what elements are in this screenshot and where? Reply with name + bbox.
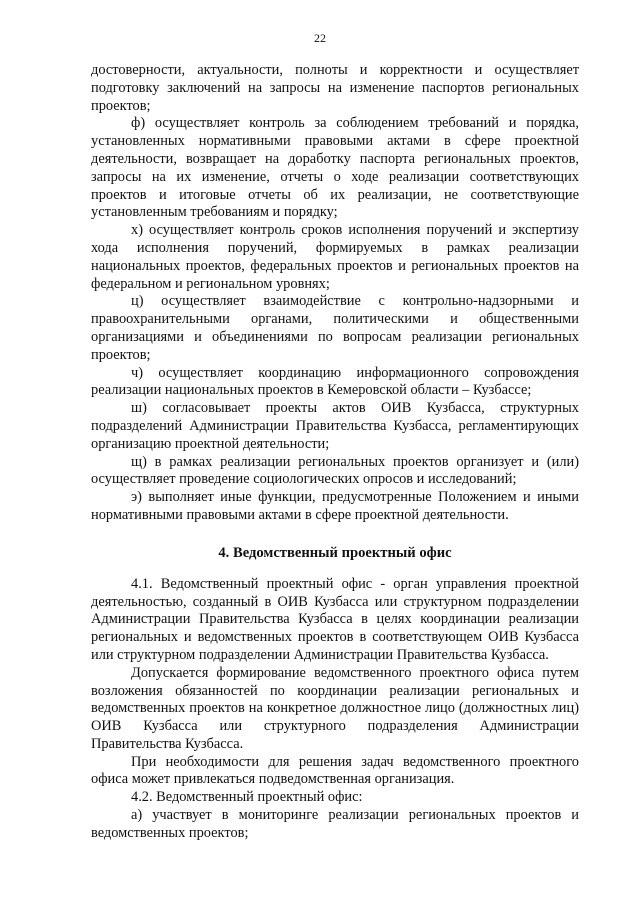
paragraph-item-ts: ц) осуществляет взаимодействие с контрольно-надзорными и правоохранительными органами, политическими и общественными организациями и объединениями по вопросам реализации региональных проектов; [91,293,579,363]
paragraph-subordinate-org: При необходимости для решения задач ведомственного проектного офиса может привлекаться подведомственная организация. [91,753,579,788]
paragraph-item-kh: х) осуществляет контроль сроков исполнения поручений и экспертизу хода исполнения поручений, формируемых в рамках реализации национальных проектов, федеральных проектов и региональных проектов на федеральном и региональном уровнях; [91,222,579,292]
paragraph-item-shch: щ) в рамках реализации региональных проектов организует и (или) осуществляет проведение социологических опросов и исследований; [91,453,579,488]
page-number: 22 [314,31,326,45]
paragraph-4-1: 4.1. Ведомственный проектный офис - орган управления проектной деятельностью, созданный в ОИВ Кузбасса или структурном подразделении Администрации Правительства Кузбасса в целях координации реализации региональных и ведомственных проектов в соответствующем ОИВ Кузбасса или структурном подразделении Администрации Правительства Кузбасса. [91,575,579,663]
paragraph-allowed-formation: Допускается формирование ведомственного проектного офиса путем возложения обязанностей по координации реализации региональных и ведомственных проектов на конкретное должностное лицо (должностных лиц) ОИВ Кузбасса или структурного подразделения Администрации Правительства Кузбасса. [91,664,579,752]
section-heading: 4. Ведомственный проектный офис [218,544,452,561]
document-body [91,62,579,843]
paragraph-item-f: ф) осуществляет контроль за соблюдением требований и порядка, установленных нормативными правовыми актами в сфере проектной деятельности, возвращает на доработку паспорта региональных проектов, запросы на их изменение, отчеты о ходе реализации соответствующих проектов и итоговые отчеты об их реализации, не соответствующие установленным требованиям и порядку; [91,115,579,221]
paragraph-continuation: достоверности, актуальности, полноты и корректности и осуществляет подготовку заключений на запросы на изменение паспортов региональных проектов; [91,62,579,114]
paragraph-item-sh: ш) согласовывает проекты актов ОИВ Кузбасса, структурных подразделений Администрации Правительства Кузбасса, регламентирующих организацию проектной деятельности; [91,400,579,452]
paragraph-4-2: 4.2. Ведомственный проектный офис: [131,789,363,806]
paragraph-item-ch: ч) осуществляет координацию информационного сопровождения реализации национальных проектов в Кемеровской области – Кузбассе; [91,364,579,399]
paragraph-item-a: а) участвует в мониторинге реализации региональных проектов и ведомственных проектов; [91,807,579,841]
paragraph-item-e: э) выполняет иные функции, предусмотренные Положением и иными нормативными правовыми актами в сфере проектной деятельности. [91,489,579,523]
